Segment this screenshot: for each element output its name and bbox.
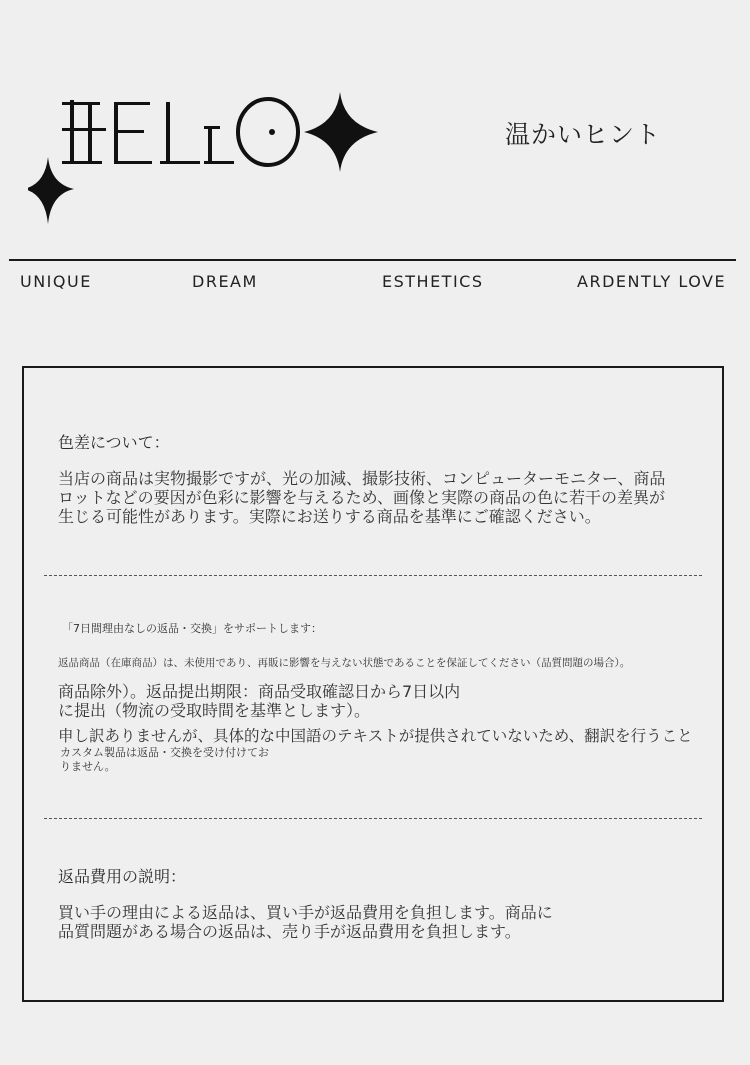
nav-unique: UNIQUE [20, 272, 92, 291]
custom-product-line: りません。 [60, 760, 116, 773]
color-diff-line: 当店の商品は実物撮影ですが、光の加減、撮影技術、コンピューターモニター、商品 [58, 469, 666, 488]
return-policy-line: に提出（物流の受取時間を基準とします）。 [58, 701, 371, 720]
dashed-divider [44, 818, 702, 819]
return-cost-line: 買い手の理由による返品は、買い手が返品費用を負担します。商品に [58, 903, 553, 922]
nav-esthetics: ESTHETICS [382, 272, 484, 291]
color-diff-title: 色差について： [58, 433, 170, 452]
color-diff-line: ロットなどの要因が色彩に影響を与えるため、画像と実際の商品の色に若干の差異が [58, 488, 666, 507]
dashed-divider [44, 575, 702, 576]
hello-logo [28, 92, 388, 232]
header-subtitle: 温かいヒント [505, 120, 662, 149]
custom-product-line: カスタム製品は返品・交換を受け付けてお [60, 746, 269, 759]
sparkle-icon [304, 92, 378, 172]
sparkle-icon [28, 157, 74, 224]
nav-ardently-love: ARDENTLY LOVE [577, 272, 727, 291]
translation-notice: 申し訳ありませんが、具体的な中国語のテキストが提供されていないため、翻訳を行うこと [58, 727, 693, 745]
return-cost-title: 返品費用の説明： [58, 867, 187, 886]
header-divider [9, 259, 736, 261]
return-policy-title: 「7日間理由なしの返品・交換」をサポートします： [62, 622, 322, 635]
nav-dream: DREAM [192, 272, 258, 291]
return-policy-note: 返品商品（在庫商品）は、未使用であり、再販に影響を与えない状態であることを保証してください（品質問題の場合）。 [58, 657, 631, 669]
return-policy-line: 商品除外）。返品提出期限：商品受取確認日から7日以内 [58, 682, 461, 701]
color-diff-line: 生じる可能性があります。実際にお送りする商品を基準にご確認ください。 [58, 507, 601, 526]
return-cost-line: 品質問題がある場合の返品は、売り手が返品費用を負担します。 [58, 922, 521, 941]
